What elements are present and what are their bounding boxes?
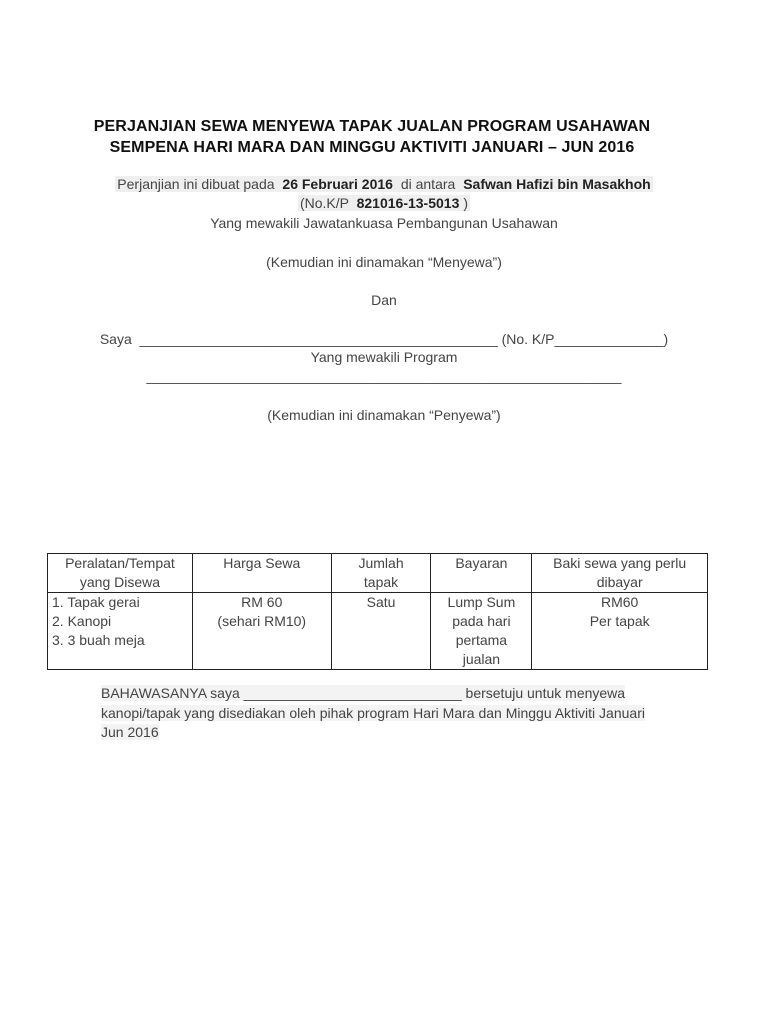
cell-payment: Lump Sum pada hari pertama jualan: [431, 593, 532, 670]
agreement-line-3: Jun 2016: [101, 724, 159, 740]
landlord-called: (Kemudian ini dinamakan “Menyewa”): [266, 254, 502, 270]
agreement-line-2: kanopi/tapak yang disediakan oleh pihak program Hari Mara dan Minggu Aktiviti Januari: [101, 704, 645, 721]
landlord-ic-line: [0, 195, 768, 211]
intro-middle: di antara: [396, 176, 460, 192]
tenant-representing: Yang mewakili Program: [310, 349, 458, 365]
cell-quantity: Satu: [331, 593, 431, 670]
ic-prefix: (No.K/P: [299, 195, 353, 211]
tenant-program-blank: _____________________________________________________________: [146, 368, 622, 384]
ic-suffix: ): [463, 195, 469, 211]
agreement-date: 26 Februari 2016: [282, 176, 393, 192]
header-price: Harga Sewa: [192, 554, 331, 593]
header-quantity: Jumlah tapak: [331, 554, 431, 593]
header-balance: Baki sewa yang perlu dibayar: [532, 554, 708, 593]
and-word: Dan: [371, 292, 397, 308]
table-header-row: [48, 554, 708, 593]
header-equipment: Peralatan/Tempat yang Disewa: [48, 554, 193, 593]
intro-line: [0, 176, 768, 192]
document-title-line-1: PERJANJIAN SEWA MENYEWA TAPAK JUALAN PROGRAM USAHAWAN: [93, 118, 651, 135]
landlord-name: Safwan Hafizi bin Masakhoh: [463, 176, 651, 192]
rental-table: [47, 553, 708, 670]
tenant-called: (Kemudian ini dinamakan “Penyewa”): [267, 407, 501, 423]
cell-balance: RM60 Per tapak: [532, 593, 708, 670]
table-row: [48, 593, 708, 670]
landlord-representing: Yang mewakili Jawatankuasa Pembangunan Usahawan: [210, 215, 558, 231]
agreement-line-1: BAHAWASANYA saya ____________________________ bersetuju untuk menyewa: [101, 685, 626, 701]
document-title-line-2: SEMPENA HARI MARA DAN MINGGU AKTIVITI JANUARI – JUN 2016: [109, 139, 635, 156]
intro-prefix: Perjanjian ini dibuat pada: [117, 176, 279, 192]
tenant-name-line: Saya ______________________________________________ (No. K/P______________): [99, 331, 669, 347]
agreement-paragraph: [101, 684, 721, 743]
cell-price: RM 60 (sehari RM10): [192, 593, 331, 670]
cell-items: 1. Tapak gerai 2. Kanopi 3. 3 buah meja: [48, 593, 193, 670]
landlord-ic-number: 821016-13-5013: [356, 195, 460, 211]
header-payment: Bayaran: [431, 554, 532, 593]
